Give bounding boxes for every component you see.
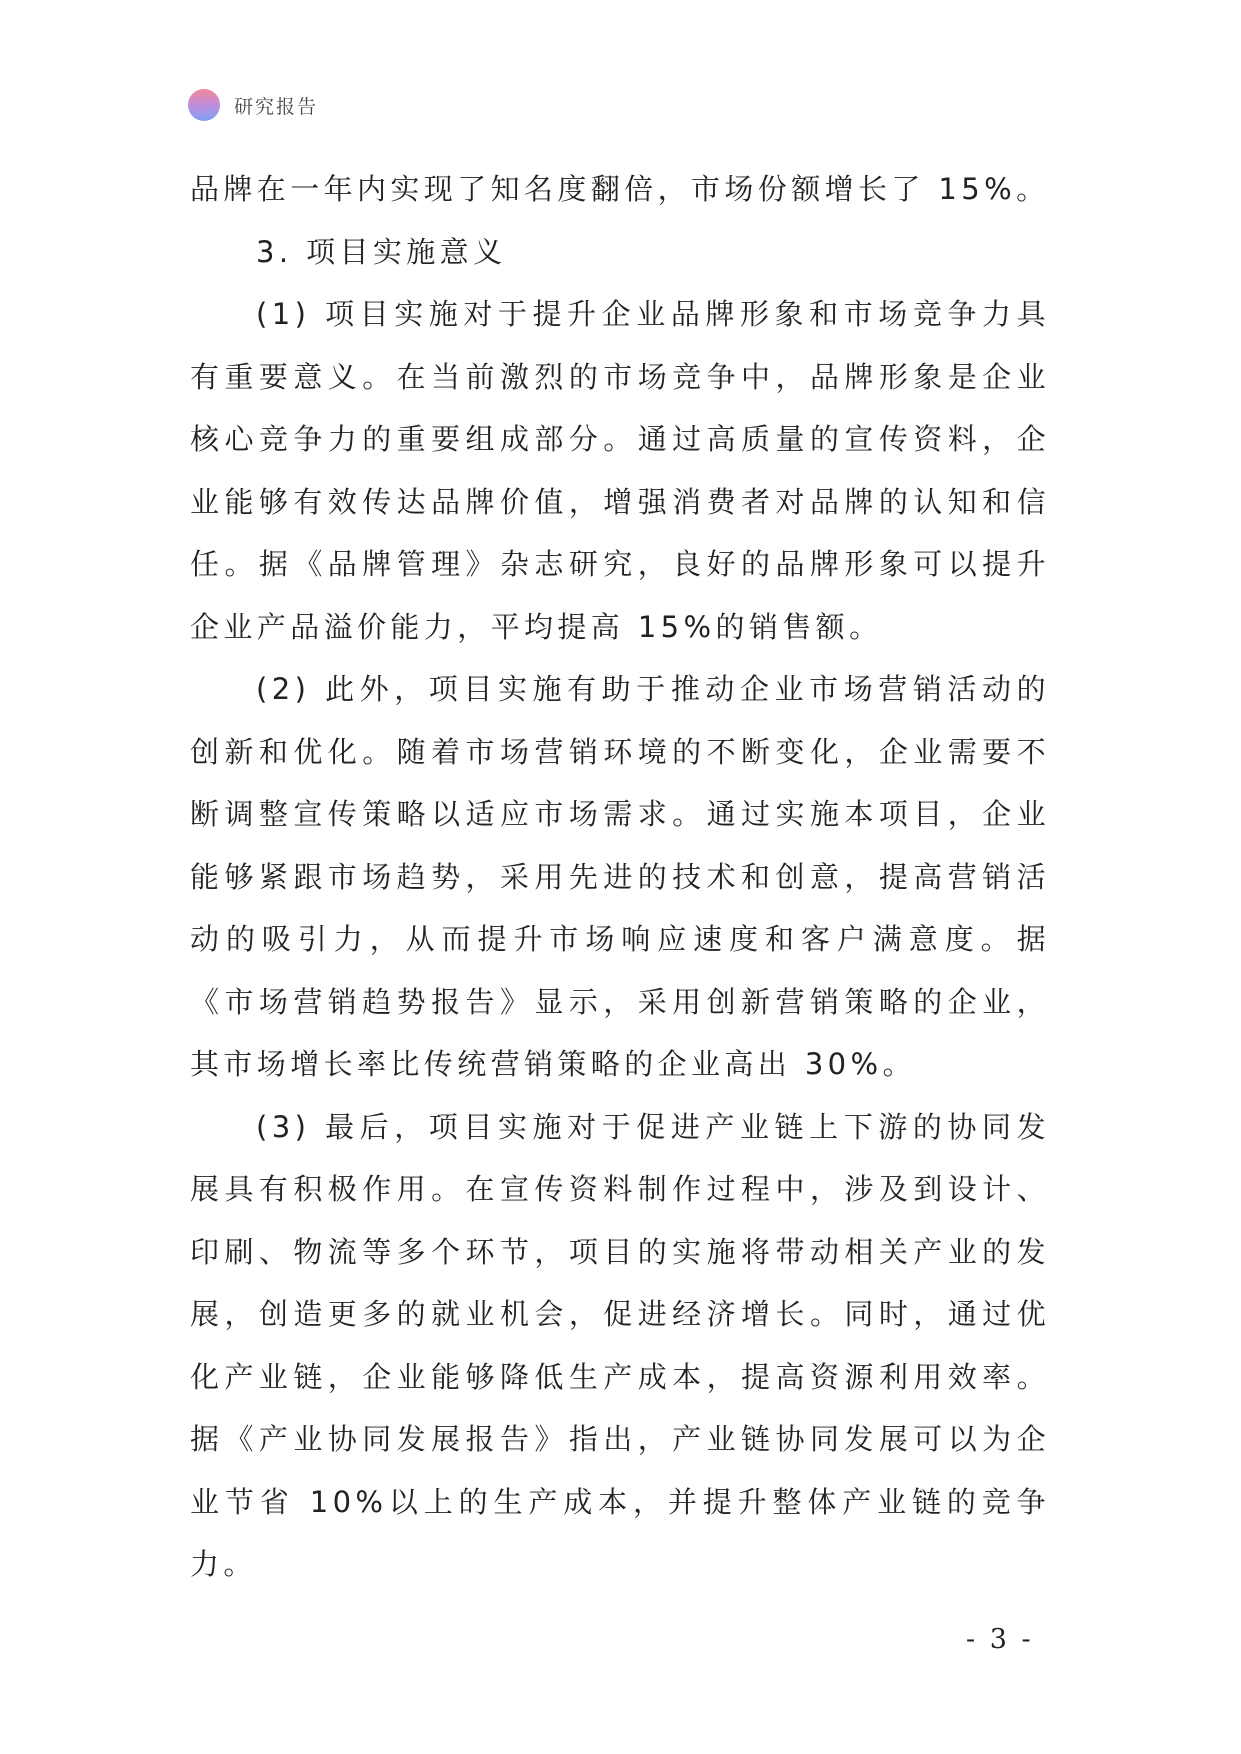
paragraph-2: (2) 此外，项目实施有助于推动企业市场营销活动的创新和优化。随着市场营销环境的不断变化，企业需要不断调整宣传策略以适应市场需求。通过实施本项目，企业能够紧跟市场趋势，采用先进的技术和创意，提高营销活动的吸引力，从而提升市场响应速度和客户满意度。据《市场营销趋势报告》显示，采用创新营销策略的企业，其市场增长率比传统营销策略的企业高出 30%。 [190,672,1050,1081]
paragraph-3: (3) 最后，项目实施对于促进产业链上下游的协同发展具有积极作用。在宣传资料制作过程中，涉及到设计、印刷、物流等多个环节，项目的实施将带动相关产业的发展，创造更多的就业机会，促进经济增长。同时，通过优化产业链，企业能够降低生产成本，提高资源利用效率。据《产业协同发展报告》指出，产业链协同发展可以为企业节省 10%以上的生产成本，并提升整体产业链的竞争力。 [190,1109,1050,1581]
paragraph-1: (1) 项目实施对于提升企业品牌形象和市场竞争力具有重要意义。在当前激烈的市场竞争中，品牌形象是企业核心竞争力的重要组成部分。通过高质量的宣传资料，企业能够有效传达品牌价值，增强消费者对品牌的认知和信任。据《品牌管理》杂志研究，良好的品牌形象可以提升企业产品溢价能力，平均提高 15%的销售额。 [190,297,1050,644]
page-number: - 3 - [966,1624,1034,1655]
document-body [190,158,1050,1596]
continuation-paragraph: 品牌在一年内实现了知名度翻倍，市场份额增长了 15%。 [190,172,1050,206]
header-title: 研究报告 [234,95,319,118]
section-heading: 3. 项目实施意义 [256,234,507,269]
page-header [188,88,318,122]
logo-circle-icon [188,89,220,121]
